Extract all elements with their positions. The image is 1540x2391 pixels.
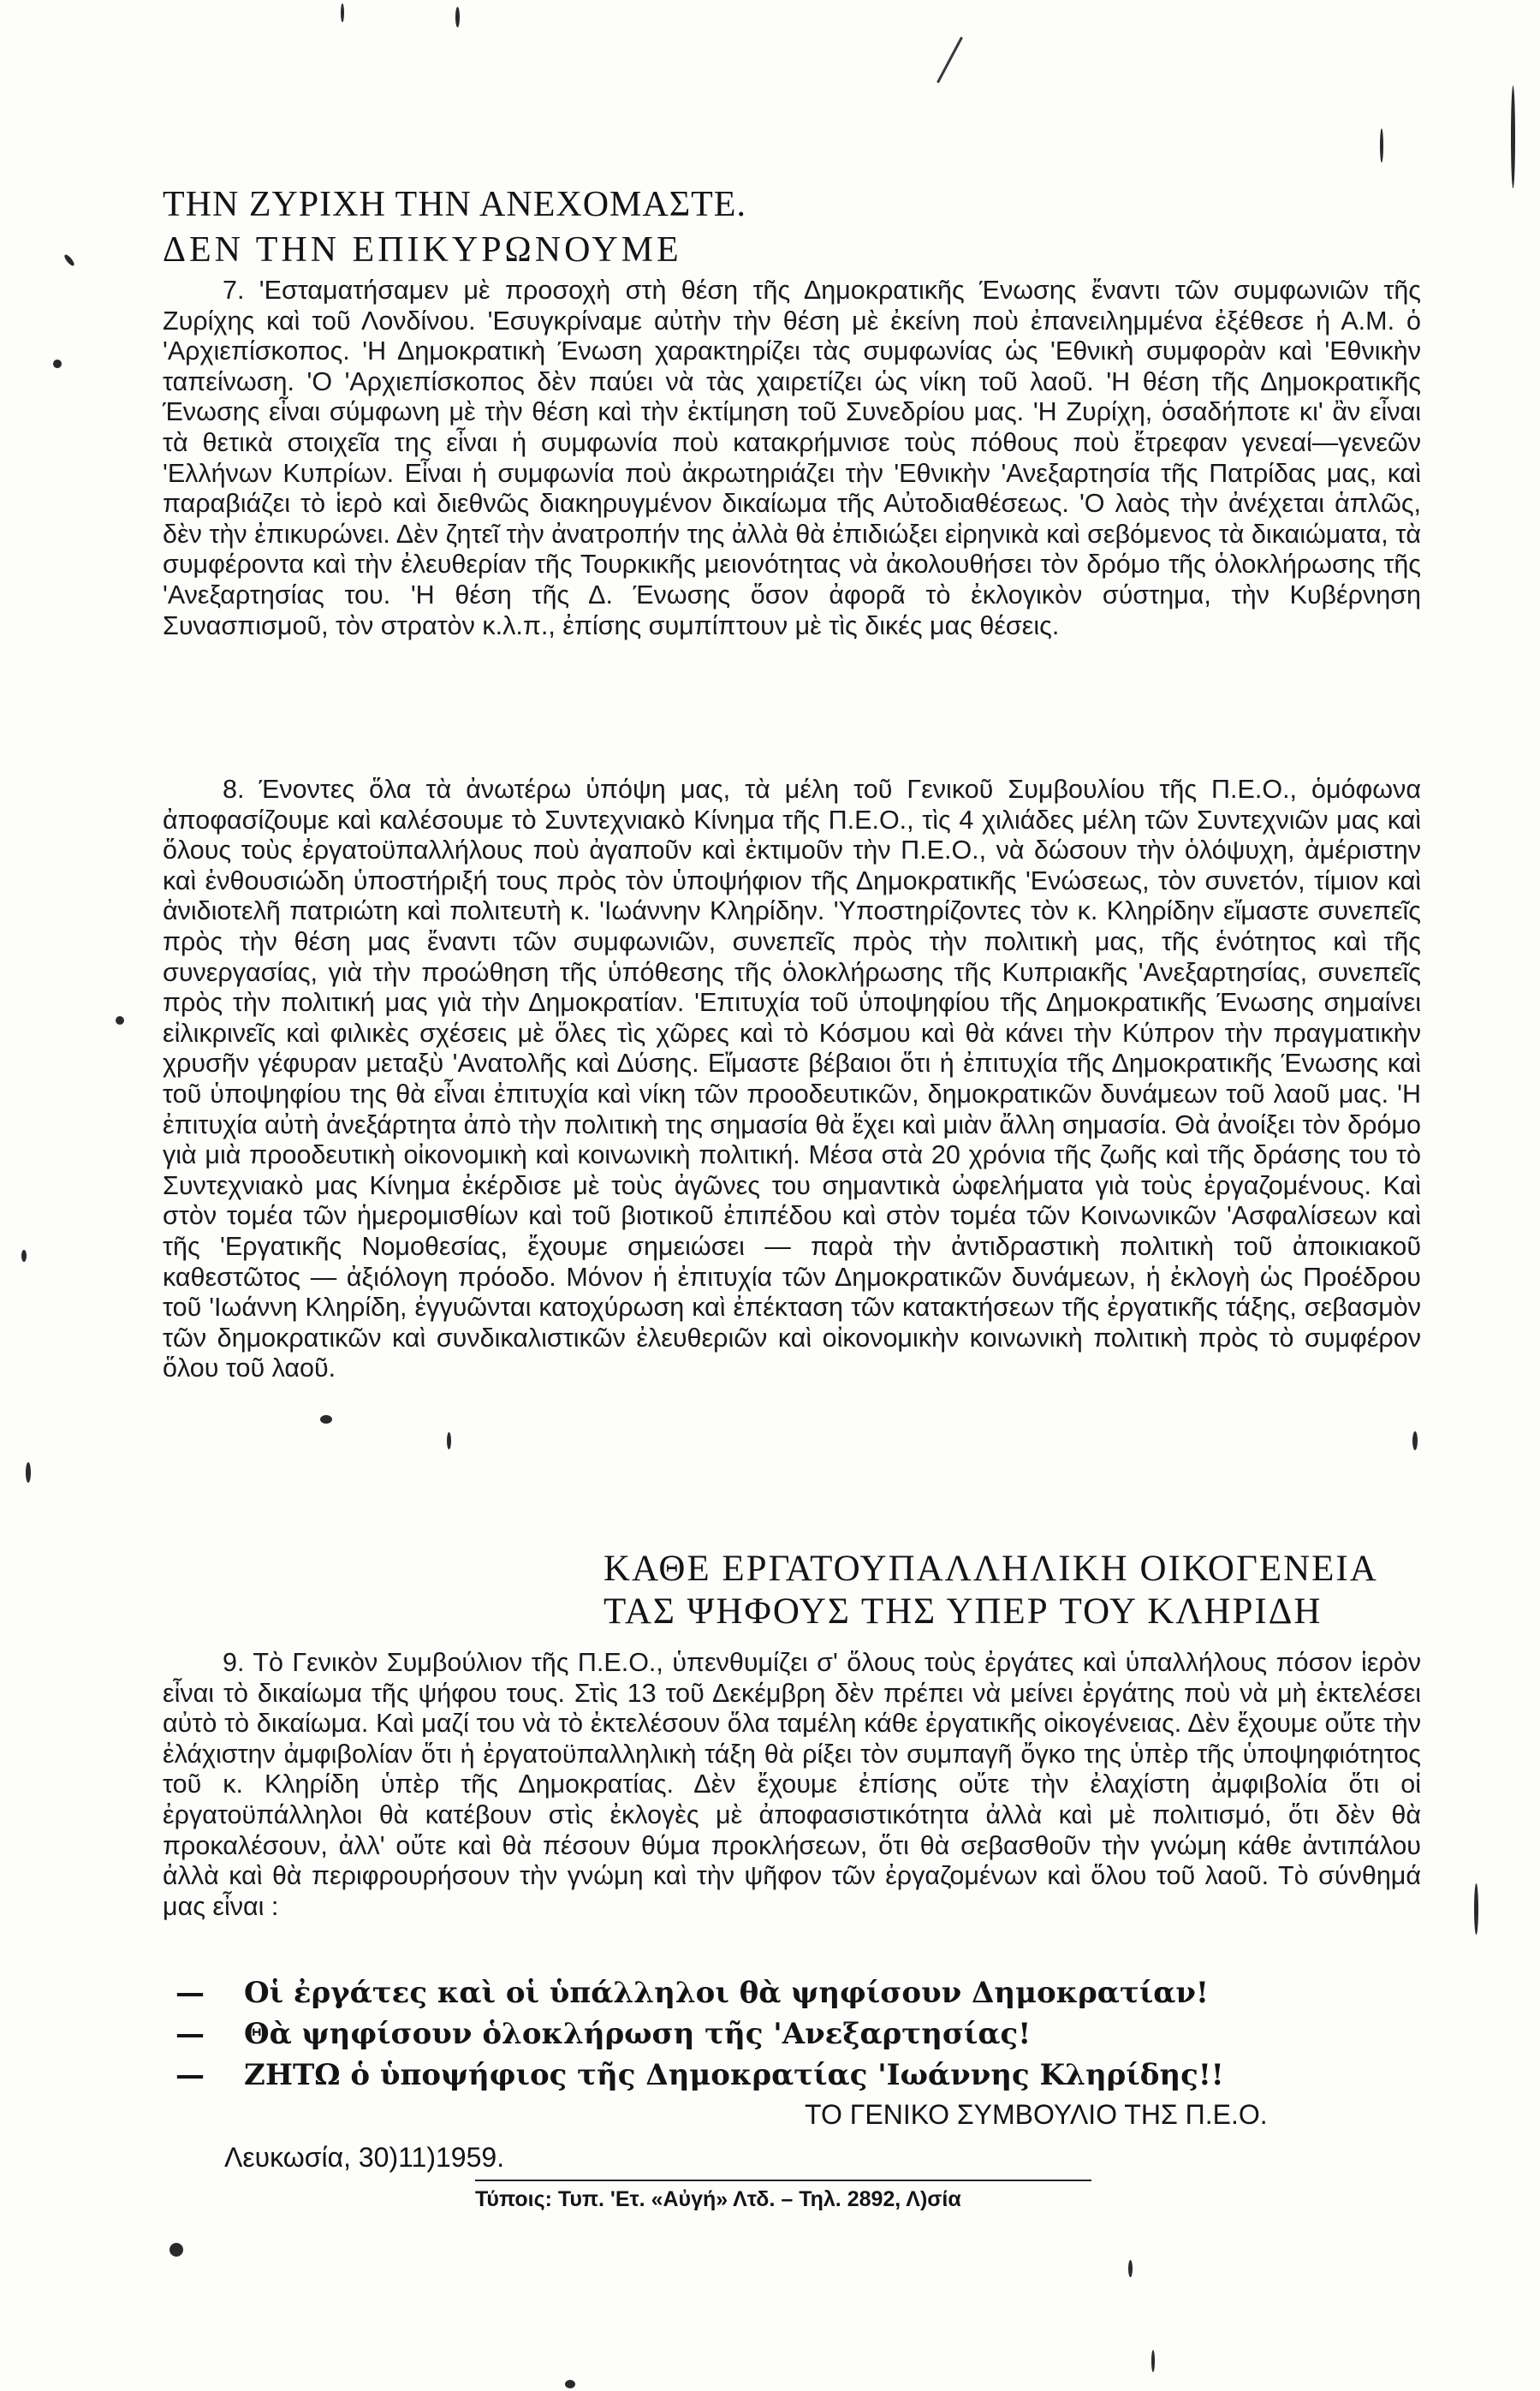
slogan-dash: —: [175, 1976, 205, 2010]
subheading-line-2: ΤΑΣ ΨΗΦΟΥΣ ΤΗΣ ΥΠΕΡ ΤΟΥ ΚΛΗΡΙΔΗ: [604, 1591, 1323, 1632]
scan-speck: [447, 1432, 451, 1449]
subheading-line-1: ΚΑΘΕ ΕΡΓΑΤΟΥΠΑΛΛΗΛΙΚΗ ΟΙΚΟΓΕΝΕΙΑ: [604, 1549, 1378, 1589]
signature: ΤΟ ΓΕΝΙΚΟ ΣΥΜΒΟΥΛΙΟ ΤΗΣ Π.Ε.Ο.: [805, 2099, 1268, 2130]
scan-speck: [51, 358, 63, 370]
scan-speck: [565, 2380, 575, 2388]
section-8: [163, 775, 1421, 1384]
scan-speck: [455, 7, 460, 27]
printer-line: Τύποις: Τυπ. 'Ετ. «Αὐγή» Λτδ. – Τηλ. 2892, Λ)σία: [475, 2187, 961, 2211]
slogan-text: Οἱ ἐργάτες καὶ οἱ ὑπάλληλοι θὰ ψηφίσουν Δημοκρατίαν!: [244, 1976, 1209, 2010]
scan-speck: [320, 1415, 332, 1424]
section-7: [163, 276, 1421, 641]
scan-speck: [21, 1250, 27, 1262]
slogan-dash: —: [175, 2058, 205, 2092]
headline-line-2: ΔΕΝ ΤΗΝ ΕΠΙΚΥΡΩΝΟΥΜΕ: [163, 230, 682, 270]
slogan-2: [175, 2017, 1031, 2051]
section-9: [163, 1648, 1421, 1922]
scan-speck: [1380, 128, 1383, 163]
date: Λευκωσία, 30)11)1959.: [224, 2142, 505, 2173]
slogan-text: Θὰ ψηφίσουν ὁλοκλήρωση τῆς 'Ανεξαρτησίας!: [244, 2017, 1032, 2051]
scan-speck: [63, 253, 76, 267]
section-8-paragraph: 8. Ένοντες ὅλα τὰ ἀνωτέρω ὑπόψη μας, τὰ μέλη τοῦ Γενικοῦ Συμβουλίου τῆς Π.Ε.Ο., ὁμόφωνα ἀποφασίζουμε καὶ καλέσουμε τὸ Συντεχνιακὸ Κίνημα τῆς Π.Ε.Ο., τὶς 4 χιλιάδες μέλη τῶν Συντεχνιῶν μας καὶ ὅλους τοὺς ἐργατοϋπαλλήλους ποὺ ἀγαποῦν καὶ ἐκτιμοῦν τὴν Π.Ε.Ο., νὰ δώσουν τὴν ὁλόψυχη, ἀμέριστην καὶ ἐνθουσιώδη ὑποστήριξή τους πρὸς τὸν ὑποψήφιον τῆς Δημοκρατικῆς 'Ενώσεως, τὸν συνετόν, τίμιον καὶ ἀνιδιοτελῆ πατριώτη καὶ πολιτευτὴ κ. 'Ιωάννην Κληρίδην. 'Υποστηρίζοντες τὸν κ. Κληρίδην εἴμαστε συνεπεῖς πρὸς τὴν θέση μας ἔναντι τῶν συμφωνιῶν, συνεπεῖς πρὸς τὴν πολιτικὴ μας, τῆς ἑνότητος καὶ τῆς συνεργασίας, γιὰ τὴν προώθηση τῆς ὑπόθεσης τῆς ὁλοκλήρωσης τῆς Κυπριακῆς 'Ανεξαρτησίας, συνεπεῖς πρὸς τὴν πολιτική μας γιὰ τὴν Δημοκρατίαν. 'Επιτυχία τοῦ ὑποψηφίου τῆς Δημοκρατικῆς Ένωσης σημαίνει εἰλικρινεῖς καὶ φιλικὲς σχέσεις μὲ ὅλες τὶς χῶρες καὶ τὸ Κόσμου καὶ θὰ κάνει τὴν Κύπρον τὴν πραγματικὴν χρυσῆν γέφυραν μεταξὺ 'Ανατολῆς καὶ Δύσης. Εἴμαστε βέβαιοι ὅτι ἡ ἐπιτυχία τῆς Δημοκρατικῆς Ένωσης καὶ τοῦ ὑποψηφίου της θὰ εἶναι ἐπιτυχία καὶ νίκη τῶν προοδευτικῶν, δημοκρατικῶν δυνάμεων τοῦ λαοῦ μας. 'Η ἐπιτυχία αὐτὴ ἀνεξάρτητα ἀπὸ τὴν πολιτικὴ της σημασία θὰ ἔχει καὶ μιὰν ἄλλη σημασία. Θὰ ἀνοίξει τὸν δρόμο γιὰ μιὰ προοδευτικὴ οἰκονομικὴ καὶ κοινωνικὴ πολιτική. Μέσα στὰ 20 χρόνια τῆς ζωῆς καὶ τῆς δράσης του τὸ Συντεχνιακὸ μας Κίνημα ἐκέρδισε μὲ τοὺς ἀγῶνες του σημαντικὰ ὠφελήματα γιὰ τοὺς ἐργαζομένους. Καὶ στὸν τομέα τῶν ἡμερομισθίων καὶ τοῦ βιοτικοῦ ἐπιπέδου καὶ στὸν τομέα τῶν Κοινωνικῶν 'Ασφαλίσεων καὶ τῆς 'Εργατικῆς Νομοθεσίας, ἔχουμε σημειώσει — παρὰ τὴν ἀντιδραστικὴ πολιτικὴ τοῦ ἀποικιακοῦ καθεστῶτος — ἀξιόλογη πρόοδο. Μόνον ἡ ἐπιτυχία τῶν Δημοκρατικῶν δυνάμεων, ἡ ἐκλογὴ ὡς Προέδρου τοῦ 'Ιωάννη Κληρίδη, ἐγγυῶνται κατοχύρωση καὶ ἐπέκταση τῶν κατακτήσεων τῆς ἐργατικῆς τάξης, σεβασμὸν τῶν δημοκρατικῶν καὶ συνδικαλιστικῶν ἐλευθεριῶν καὶ οἰκονομικὴν κοινωνικὴ πολιτικὴ πρὸς τὸ συμφέρον ὅλου τοῦ λαοῦ.: [163, 775, 1421, 1383]
scan-speck: [1412, 1431, 1418, 1450]
printer-rule: [475, 2180, 1091, 2181]
scan-speck: [341, 3, 344, 22]
scan-speck: [169, 2243, 183, 2257]
slogan-dash: —: [175, 2017, 205, 2051]
scan-streak: [936, 37, 963, 83]
slogan-1: [175, 1976, 1209, 2010]
scan-speck: [1128, 2260, 1133, 2277]
slogan-text: ΖΗΤΩ ὁ ὑποψήφιος τῆς Δημοκρατίας 'Ιωάννης Κληρίδης!!: [244, 2058, 1224, 2092]
headline-line-1: ΤΗΝ ΖΥΡΙΧΗ ΤΗΝ ΑΝΕΧΟΜΑΣΤΕ.: [163, 185, 746, 224]
scan-speck: [116, 1016, 124, 1025]
scan-speck: [1474, 1883, 1478, 1935]
section-9-paragraph: 9. Τὸ Γενικὸν Συμβούλιον τῆς Π.Ε.Ο., ὑπενθυμίζει σ' ὅλους τοὺς ἐργάτες καὶ ὑπαλλήλους πόσον ἱερὸν εἶναι τὸ δικαίωμα τῆς ψήφου τους. Στὶς 13 τοῦ Δεκέμβρη δὲν πρέπει νὰ μείνει ἐργάτης ποὺ νὰ μὴ ἐκτελέσει αὐτὸ τὸ δικαίωμα. Καὶ μαζί του νὰ τὸ ἐκτελέσουν ὅλα ταμέλη κάθε ἐργατικῆς οἰκογένειας. Δὲν ἔχουμε οὔτε τὴν ἐλάχιστην ἀμφιβολίαν ὅτι ἡ ἐργατοϋπαλληλικὴ τάξη θὰ ρίξει τὸν συμπαγῆ ὄγκο της ὑπὲρ τῆς ὑποψηφιότητος τοῦ κ. Κληρίδη ὑπὲρ τῆς Δημοκρατίας. Δὲν ἔχουμε ἐπίσης οὔτε τὴν ἐλαχίστη ἀμφιβολία ὅτι οἱ ἐργατοϋπάλληλοι θὰ κατέβουν στὶς ἐκλογὲς μὲ ἀποφασιστικότητα ἀλλὰ καὶ μὲ πολιτισμό, ὅτι δὲν θὰ προκαλέσουν, ἀλλ' οὔτε καὶ θὰ πέσουν θύμα προκλήσεων, ὅτι θὰ σεβασθοῦν τὴν γνώμη κάθε ἀντιπάλου ἀλλὰ καὶ θὰ περιφρουρήσουν τὴν γνώμη καὶ τὴν ψῆφον τῶν ἐργαζομένων καὶ ὅλου τοῦ λαοῦ. Τὸ σύνθημά μας εἶναι :: [163, 1648, 1421, 1921]
scan-speck: [1511, 86, 1515, 188]
scan-speck: [1151, 2350, 1155, 2372]
scan-speck: [26, 1462, 31, 1483]
slogan-3: [175, 2058, 1224, 2092]
section-7-paragraph: 7. 'Εσταματήσαμεν μὲ προσοχὴ στὴ θέση τῆς Δημοκρατικῆς Ένωσης ἔναντι τῶν συμφωνιῶν τῆς Ζυρίχης καὶ τοῦ Λονδίνου. 'Εσυγκρίναμε αὐτὴν τὴν θέση μὲ ἐκείνη ποὺ ἐπανειλημμένα ἐξέθεσε ἡ Α.Μ. ὁ 'Αρχιεπίσκοπος. 'Η Δημοκρατικὴ Ένωση χαρακτηρίζει τὰς συμφωνίας ὡς 'Εθνικὴ συμφορὰν καὶ 'Εθνικὴν ταπείνωση. 'Ο 'Αρχιεπίσκοπος δὲν παύει νὰ τὰς χαιρετίζει ὡς νίκη τοῦ λαοῦ. 'Η θέση τῆς Δημοκρατικῆς Ένωσης εἶναι σύμφωνη μὲ τὴν θέση καὶ τὴν ἐκτίμηση τοῦ Συνεδρίου μας. 'Η Ζυρίχη, ὁσαδήποτε κι' ἂν εἶναι τὰ θετικὰ στοιχεῖα της εἶναι ἡ συμφωνία ποὺ κατακρήμνισε τοὺς πόθους ποὺ ἔτρεφαν γενεαί—γενεῶν 'Ελλήνων Κυπρίων. Εἶναι ἡ συμφωνία ποὺ ἀκρωτηριάζει τὴν 'Εθνικὴν 'Ανεξαρτησία τῆς Πατρίδας μας, καὶ παραβιάζει τὸ ἱερὸ καὶ διεθνῶς διακηρυγμένον δικαίωμα τῆς Αὐτοδιαθέσεως. 'Ο λαὸς τὴν ἀνέχεται ἁπλῶς, δὲν τὴν ἐπικυρώνει. Δὲν ζητεῖ τὴν ἀνατροπήν της ἀλλὰ θὰ ἐπιδιώξει εἰρηνικὰ καὶ σεβόμενος τὰ δικαιώματα, τὰ συμφέροντα καὶ τὴν ἐλευθερίαν τῆς Τουρκικῆς μειονότητας νὰ ἀκολουθήσει τὸν δρόμο τῆς ὁλοκλήρωσης τῆς 'Ανεξαρτησίας του. 'Η θέση τῆς Δ. Ένωσης ὅσον ἀφορᾶ τὸ ἐκλογικὸν σύστημα, τὴν Κυβέρνηση Συνασπισμοῦ, τὸν στρατὸν κ.λ.π., ἐπίσης συμπίπτουν μὲ τὶς δικές μας θέσεις.: [163, 276, 1421, 640]
